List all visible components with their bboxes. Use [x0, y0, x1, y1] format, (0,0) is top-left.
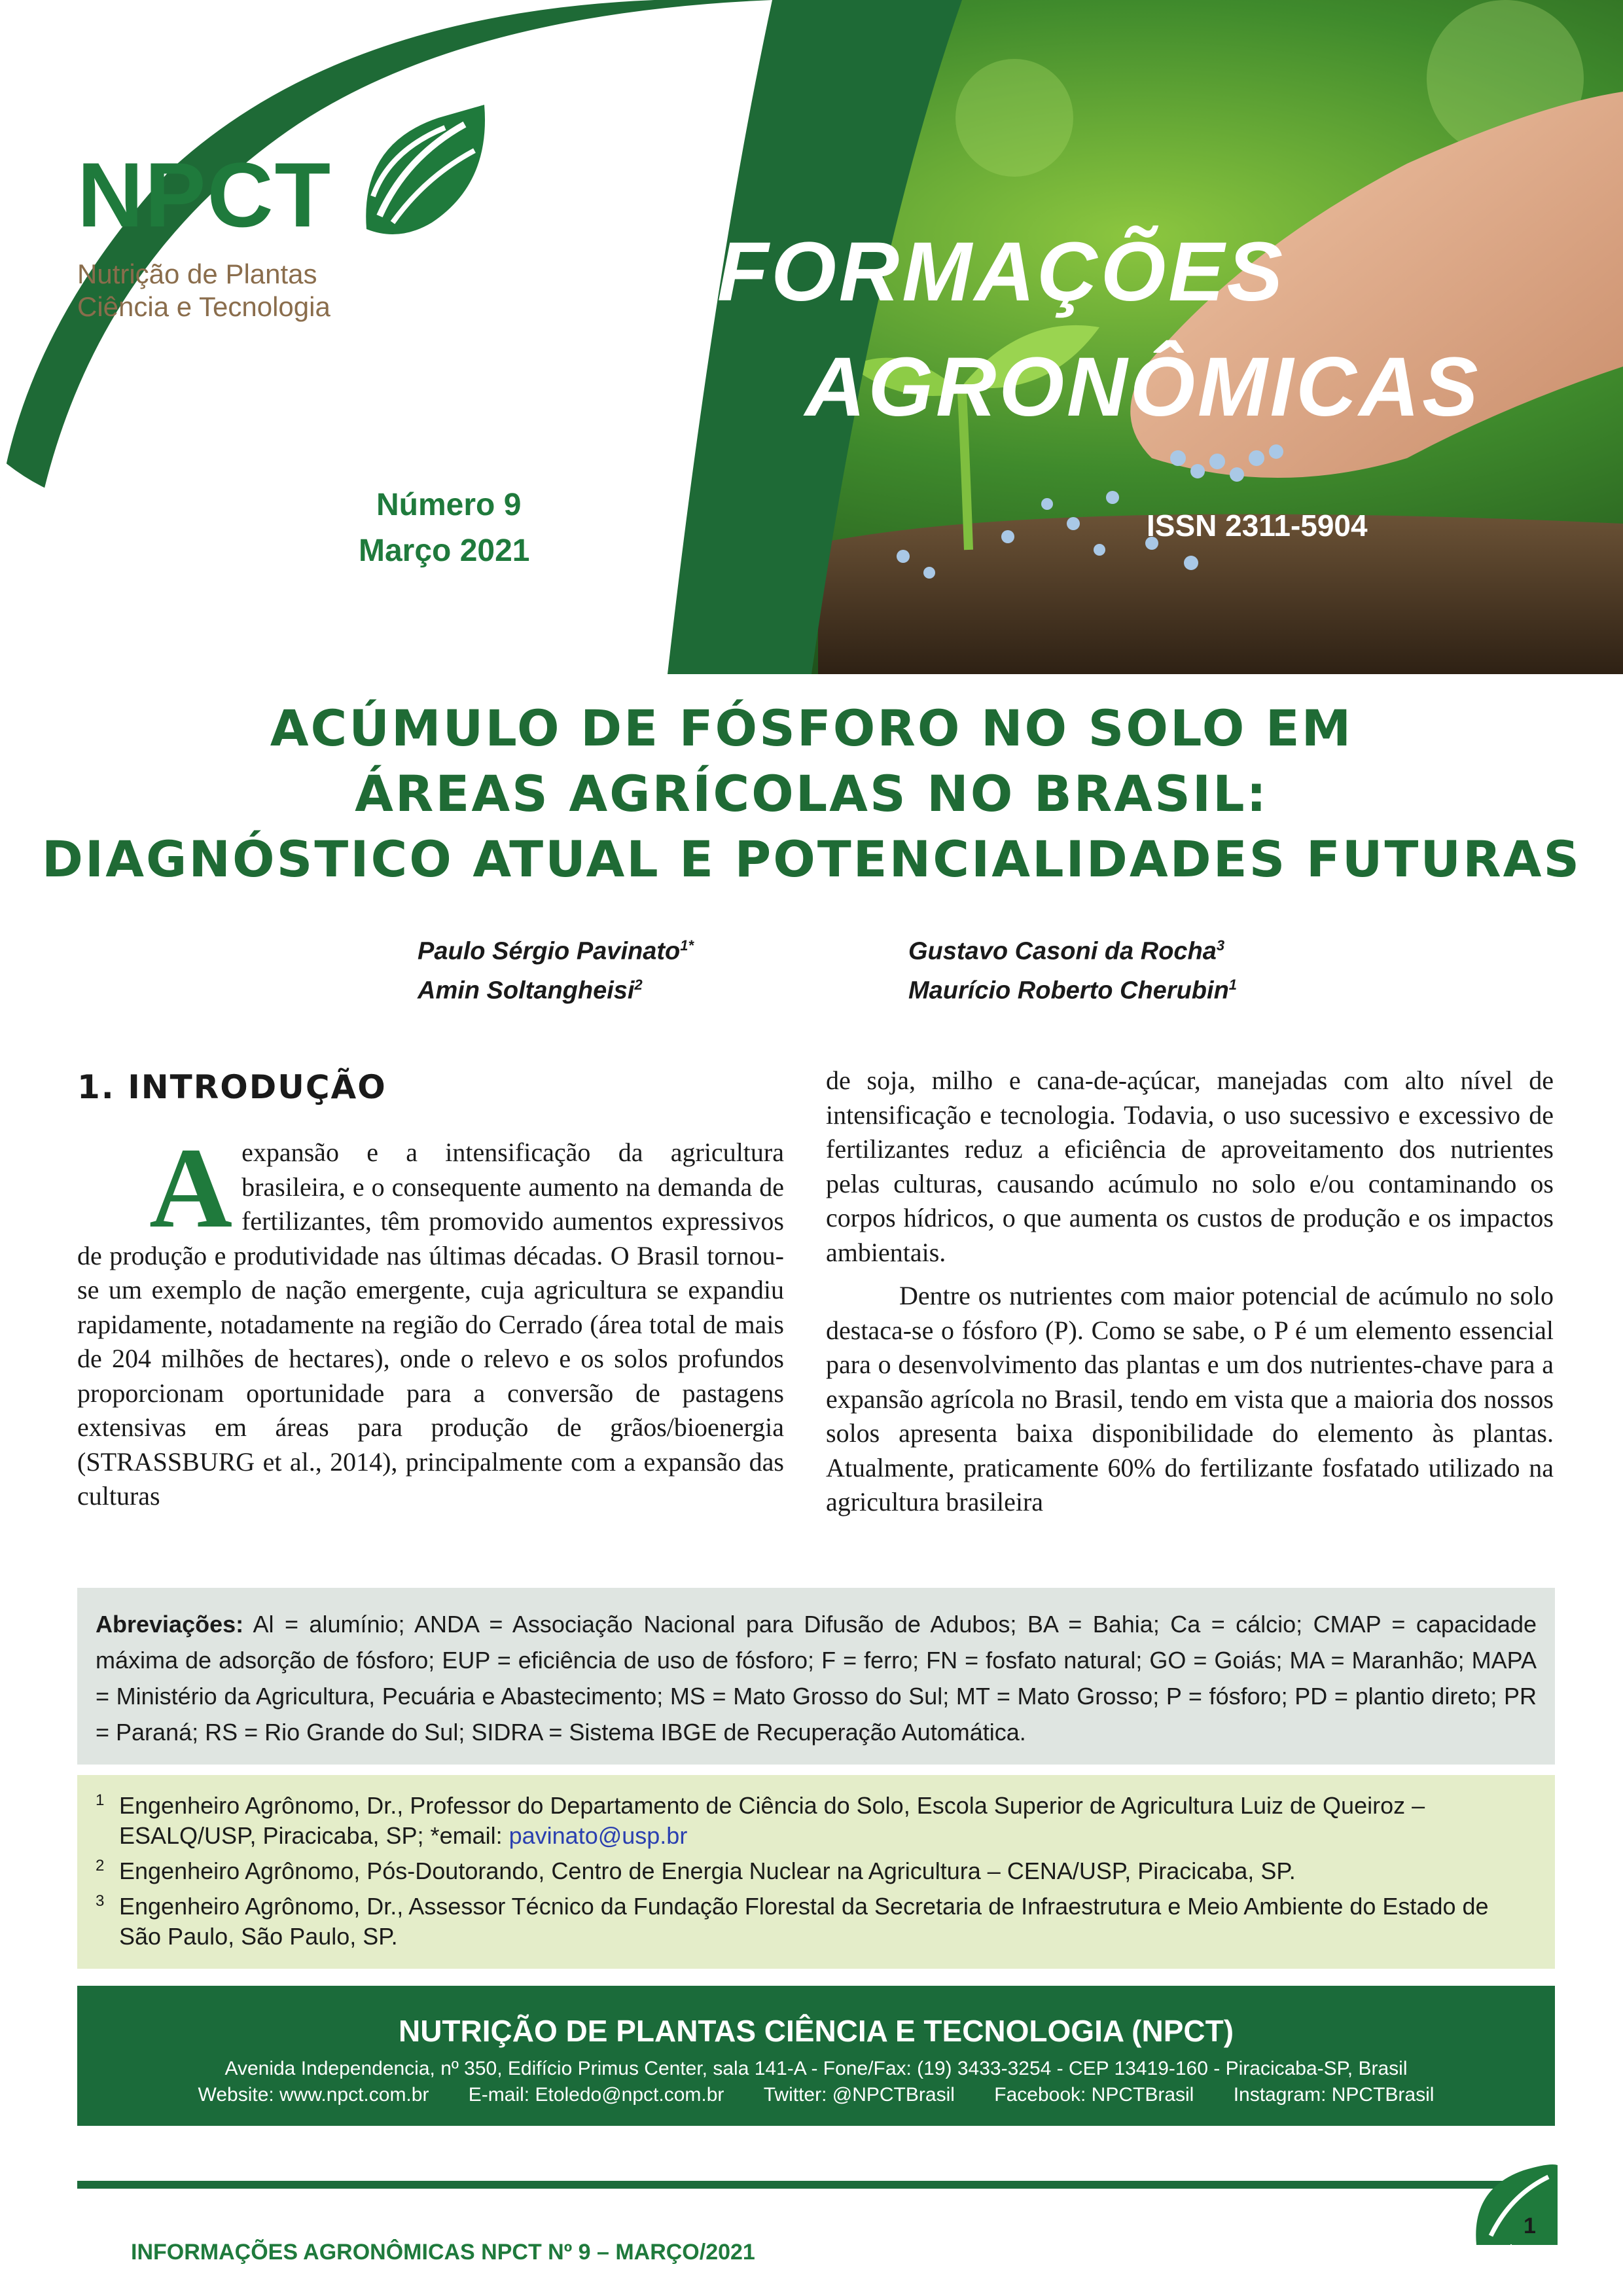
author-email-link[interactable]: pavinato@usp.br [508, 1822, 688, 1849]
author-3: Gustavo Casoni da Rocha$^3$ [908, 937, 1225, 965]
running-footer-title: INFORMAÇÕES AGRONÔMICAS NPCT Nº 9 – MARÇO/2021 [131, 2240, 755, 2265]
abbreviations-box [77, 1588, 1555, 1765]
footnote-2: 2 Engenheiro Agrônomo, Pós-Doutorando, Centro de Energia Nuclear na Agricultura – CENA/USP, Piracicaba, SP. [96, 1857, 1296, 1884]
header-photo-banner [0, 0, 1623, 674]
npct-address: Avenida Independencia, nº 350, Edifício Primus Center, sala 141-A - Fone/Fax: (19) 3433-3254 - CEP 13419-160 - Piracicaba-SP, Brasil [224, 2058, 1408, 2079]
website-link[interactable]: Website: www.npct.com.br [198, 2084, 429, 2106]
drop-cap: A [149, 1124, 233, 1252]
footnote-3: 3 Engenheiro Agrônomo, Dr., Assessor Técnico da Fundação Florestal da Secretaria de Infraestrutura e Meio Ambiente do Estado de São Paulo, São Paulo, SP. [96, 1892, 1489, 1950]
npct-contact-box [77, 1986, 1555, 2126]
author-1: Paulo Sérgio Pavinato$^{1*}$ [418, 937, 694, 965]
paragraph-continued: de soja, milho e cana-de-açúcar, manejadas com alto nível de intensificação e tecnologia. Todavia, o uso sucessivo e excessivo de fertilizantes reduz a eficiência de aproveitamento dos nutrientes pelas culturas, causando acúmulo no solo e/ou contaminando os corpos hídricos, o que aumenta os custos de produção e os impactos ambientais. [826, 1066, 1554, 1267]
abbreviations-text: Al = alumínio; ANDA = Associação Nacional para Difusão de Adubos; BA = Bahia; Ca = cálcio; CMAP = capacidade máxima de adsorção de fósforo; EUP = eficiência de uso de fósforo; F = ferro; FN = fosfato natural; GO = Goiás; MA = Maranhão; MAPA = Ministério da Agricultura, Pecuária e Abastecimento; MS = Mato Grosso do Sul; MT = Mato Grosso; P = fósforo; PD = plantio direto; PR = Paraná; RS = Rio Grande do Sul; SIDRA = Sistema IBGE de Recuperação Automática. [96, 1611, 1537, 1746]
magazine-title-line2: AGRONÔMICAS [805, 340, 1481, 434]
issn-label: ISSN 2311-5904 [1147, 509, 1368, 543]
paragraph-phosphorus: Dentre os nutrientes com maior potencial de acúmulo no solo destaca-se o fósforo (P). Como se sabe, o P é um elemento essencial para o desenvolvimento das plantas e um dos nutrientes-chave para a expansão agrícola no Brasil, tendo em vista que a maioria dos nossos solos apresenta baixa disponibilidade do elemento às plantas. Atualmente, praticamente 60% do fertilizante fosfatado utilizado na agricultura brasileira [826, 1281, 1554, 1516]
logo-subtitle-line1: Nutrição de Plantas [77, 259, 317, 289]
issue-number: Número 9 [376, 488, 522, 522]
instagram-link[interactable]: Instagram: NPCTBrasil [1233, 2084, 1435, 2106]
page-number: 1 [1524, 2214, 1536, 2238]
issue-date: Março 2021 [359, 533, 530, 568]
npct-contact-links [77, 2085, 1555, 2105]
author-2: Amin Soltangheisi$^2$ [418, 977, 643, 1005]
article-title-line1: ACÚMULO DE FÓSFORO NO SOLO EM [270, 699, 1353, 757]
section-heading: 1. INTRODUÇÃO [77, 1068, 387, 1106]
email-link[interactable]: E-mail: Etoledo@npct.com.br [468, 2084, 724, 2106]
magazine-title-line1: INFORMAÇÕES [628, 225, 1285, 319]
npct-full-name: NUTRIÇÃO DE PLANTAS CIÊNCIA E TECNOLOGIA (NPCT) [398, 2014, 1234, 2048]
footnote-1: 1 Engenheiro Agrônomo, Dr., Professor do Departamento de Ciência do Solo, Escola Superior de Agricultura Luiz de Queiroz – ESALQ/USP, Piracicaba, SP; *email: pavinato@usp.br [96, 1791, 1425, 1849]
body-column-left [77, 1124, 784, 1514]
logo-subtitle-line2: Ciência e Tecnologia [77, 291, 330, 322]
footer-rule [77, 2181, 1510, 2189]
body-column-right [826, 1064, 1554, 1529]
affiliations-box [77, 1775, 1555, 1969]
article-title-line2: ÁREAS AGRÍCOLAS NO BRASIL: [355, 764, 1268, 823]
author-4: Maurício Roberto Cherubin$^1$ [908, 977, 1238, 1005]
twitter-link[interactable]: Twitter: @NPCTBrasil [763, 2084, 955, 2106]
article-title-line3: DIAGNÓSTICO ATUAL E POTENCIALIDADES FUTURAS [41, 830, 1582, 888]
npct-logo-wordmark: NPCT [77, 143, 332, 246]
facebook-link[interactable]: Facebook: NPCTBrasil [994, 2084, 1194, 2106]
intro-paragraph: expansão e a intensificação da agricultura brasileira, e o consequente aumento na demanda de fertilizantes, têm promovido aumentos expressivos de produção e produtividade nas últimas décadas. O Brasil tornou-se um exemplo de nação emergente, cuja agricultura se expandiu rapidamente, notadamente na região do Cerrado (área total de mais de 204 milhões de hectares), onde o relevo e os solos profundos proporcionam oportunidade para a conversão de pastagens extensivas em áreas para produção de grãos/bioenergia (STRASSBURG et al., 2014), principalmente com a expansão das culturas [77, 1138, 784, 1511]
abbreviations-label: Abreviações: [96, 1611, 244, 1638]
page-leaf-icon [1471, 2162, 1560, 2248]
leaf-logo-icon [353, 105, 491, 242]
